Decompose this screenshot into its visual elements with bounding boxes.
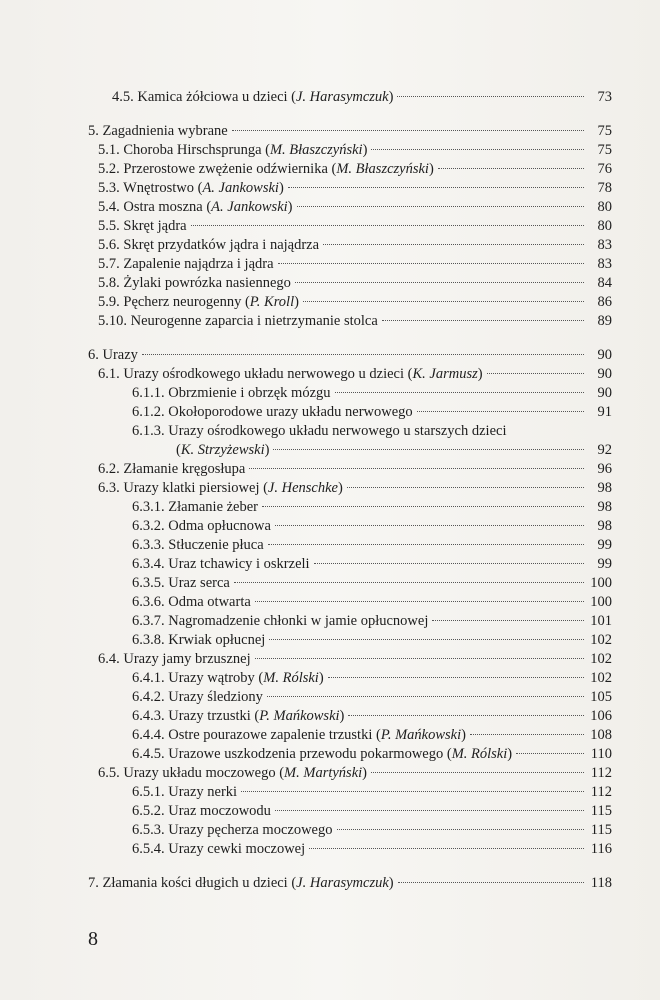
toc-entry-title <box>88 874 394 892</box>
dot-leader <box>348 715 584 716</box>
dot-leader <box>232 130 584 131</box>
toc-entry-label: 5.5. Skręt jądra <box>98 218 187 234</box>
toc-entry-page: 76 <box>597 161 612 177</box>
dot-leader <box>303 301 584 302</box>
toc-entry-close: ) <box>278 180 284 196</box>
toc-entry-title <box>98 217 187 235</box>
dot-leader <box>371 149 584 150</box>
toc-entry-label: 6.4.3. Urazy trzustki ( <box>132 708 260 724</box>
toc-entry-page: 92 <box>597 442 612 458</box>
toc-entry-title <box>132 574 230 592</box>
toc-entry-title <box>132 555 310 573</box>
toc-entry <box>98 460 612 478</box>
toc-entry <box>132 707 612 725</box>
toc-entry-title <box>98 293 299 311</box>
toc-entry-page: 102 <box>590 632 612 648</box>
toc-entry <box>132 612 612 630</box>
toc-entry-page: 80 <box>597 218 612 234</box>
toc-entry-title <box>132 745 512 763</box>
toc-entry-page: 112 <box>590 765 612 781</box>
toc-entry <box>88 346 612 364</box>
toc-entry-label: 7. Złamania kości długich u dzieci ( <box>88 875 297 891</box>
toc-entry-label: 6.3. Urazy klatki piersiowej ( <box>98 480 268 496</box>
toc-entry-label: 4.5. Kamica żółciowa u dzieci ( <box>112 89 296 105</box>
dot-leader <box>328 677 584 678</box>
toc-entry <box>132 783 612 801</box>
toc-entry-title <box>132 403 413 421</box>
toc-entry-page: 98 <box>597 480 612 496</box>
toc-entry-label: 6.5.4. Urazy cewki moczowej <box>132 841 306 857</box>
toc-entry-label: 6.4.1. Urazy wątroby ( <box>132 670 264 686</box>
toc-entry <box>98 236 612 254</box>
dot-leader <box>288 187 584 188</box>
toc-entry-page: 100 <box>590 594 612 610</box>
dot-leader <box>432 620 584 621</box>
toc-entry-label: 6.3.2. Odma opłucnowa <box>132 518 271 534</box>
dot-leader <box>273 449 584 450</box>
toc-entry <box>132 574 612 592</box>
toc-entry-close: ) <box>337 480 343 496</box>
toc-entry <box>112 88 612 106</box>
toc-entry-author: M. Rólski <box>451 746 508 762</box>
toc-entry <box>132 802 612 820</box>
dot-leader <box>323 244 584 245</box>
toc-entry-label: 6.5.3. Urazy pęcherza moczowego <box>132 822 333 838</box>
toc-entry-title <box>132 669 324 687</box>
toc-entry-label: 6.4.2. Urazy śledziony <box>132 689 263 705</box>
toc-entry-page: 105 <box>590 689 612 705</box>
toc-entry-author: A. Jankowski <box>211 199 288 215</box>
toc-entry <box>98 255 612 273</box>
dot-leader <box>255 601 584 602</box>
toc-entry-close: ) <box>388 89 394 105</box>
dot-leader <box>191 225 584 226</box>
toc-entry-title <box>132 536 264 554</box>
toc-entry-label: 6.4. Urazy jamy brzusznej <box>98 651 251 667</box>
toc-entry <box>98 764 612 782</box>
toc-entry-title <box>98 365 483 383</box>
toc-entry-page: 99 <box>597 556 612 572</box>
toc-entry-title <box>132 840 305 858</box>
toc-entry-title <box>132 802 271 820</box>
toc-entry <box>88 874 612 892</box>
toc-entry-author: M. Rólski <box>263 670 319 686</box>
toc-entry-close: ) <box>362 142 368 158</box>
toc-entry-close: ) <box>264 442 270 458</box>
toc-entry-title <box>132 726 466 744</box>
toc-entry-title <box>132 422 506 440</box>
toc-entry-title <box>98 198 293 216</box>
toc-entry-page: 73 <box>597 89 612 105</box>
toc-entry-page: 83 <box>597 237 612 253</box>
toc-entry-page: 86 <box>597 294 612 310</box>
toc-entry-title <box>132 707 344 725</box>
toc-entry-title <box>98 479 343 497</box>
toc-entry-title <box>132 593 251 611</box>
toc-entry-title <box>132 517 271 535</box>
toc-entry-label: 6.3.6. Odma otwarta <box>132 594 251 610</box>
toc-entry-label: 6.1.1. Obrzmienie i obrzęk mózgu <box>132 385 331 401</box>
toc-entry <box>132 403 612 421</box>
toc-entry-author: J. Harasymczuk <box>296 875 389 891</box>
toc-entry <box>132 498 612 516</box>
toc-entry-label: 5.7. Zapalenie najądrza i jądra <box>98 256 274 272</box>
toc-entry-page: 106 <box>590 708 612 724</box>
toc-entry-close: ) <box>428 161 434 177</box>
toc-entry-close: ) <box>477 366 483 382</box>
toc-entry-page: 75 <box>597 123 612 139</box>
toc-entry-page: 96 <box>597 461 612 477</box>
toc-entry <box>132 726 612 744</box>
toc-entry-page: 102 <box>590 651 612 667</box>
dot-leader <box>297 206 584 207</box>
toc-entry <box>98 160 612 178</box>
toc-entry-page: 90 <box>597 347 612 363</box>
toc-entry-label: 5.9. Pęcherz neurogenny ( <box>98 294 250 310</box>
toc-entry-page: 89 <box>597 313 612 329</box>
toc-entry-author: M. Błaszczyński <box>269 142 363 158</box>
toc-entry-label: 6.5. Urazy układu moczowego ( <box>98 765 285 781</box>
toc-entry-title <box>88 122 228 140</box>
toc-entry-close: ) <box>287 199 293 215</box>
toc-entry-label: 5. Zagadnienia wybrane <box>88 123 228 139</box>
toc-entry-close: ) <box>339 708 345 724</box>
toc-entry <box>132 384 612 402</box>
toc-entry-page: 80 <box>597 199 612 215</box>
toc-entry-title <box>132 612 428 630</box>
dot-leader <box>275 810 584 811</box>
toc-entry-page: 100 <box>590 575 612 591</box>
toc-entry-close: ) <box>362 765 367 781</box>
toc-entry-title <box>98 312 378 330</box>
toc-entry <box>132 422 612 440</box>
dot-leader <box>267 696 584 697</box>
toc-entry-label: 6.3.8. Krwiak opłucnej <box>132 632 266 648</box>
toc-entry-title <box>132 498 258 516</box>
toc-entry <box>132 631 612 649</box>
toc-entry-page: 108 <box>590 727 612 743</box>
toc-entry-title <box>132 783 237 801</box>
toc-entry-label: 5.3. Wnętrostwo ( <box>98 180 203 196</box>
dot-leader <box>142 354 584 355</box>
dot-leader <box>397 96 584 97</box>
toc-entry-label: 5.8. Żylaki powrózka nasiennego <box>98 275 291 291</box>
toc-entry-label: 5.2. Przerostowe zwężenie odźwiernika ( <box>98 161 337 177</box>
toc-entry-title <box>98 179 284 197</box>
toc-entry <box>98 198 612 216</box>
toc-entry-author: P. Kroll <box>249 294 295 310</box>
toc-entry-label: 6.3.4. Uraz tchawicy i oskrzeli <box>132 556 310 572</box>
toc-entry-close: ) <box>507 746 513 762</box>
toc-entry-label: 6.2. Złamanie kręgosłupa <box>98 461 246 477</box>
toc-entry <box>98 650 612 668</box>
toc-entry-close: ) <box>318 670 324 686</box>
toc-entry-label: 5.6. Skręt przydatków jądra i najądrza <box>98 237 320 253</box>
dot-leader <box>516 753 584 754</box>
toc-entry-title <box>88 346 138 364</box>
toc-entry-title <box>132 384 331 402</box>
dot-leader <box>382 320 584 321</box>
toc-entry-author: K. Jarmusz <box>412 366 478 382</box>
toc-entry-title <box>112 88 393 106</box>
dot-leader <box>278 263 584 264</box>
toc-entry-page: 118 <box>590 875 612 891</box>
toc-entry <box>98 217 612 235</box>
toc-entry-label: 6.5.1. Urazy nerki <box>132 784 238 800</box>
dot-leader <box>314 563 584 564</box>
toc-entry <box>132 669 612 687</box>
dot-leader <box>371 772 584 773</box>
dot-leader <box>268 544 584 545</box>
toc-entry <box>132 840 612 858</box>
toc-entry-page: 101 <box>590 613 612 629</box>
toc-entry-label: 5.1. Choroba Hirschsprunga ( <box>98 142 270 158</box>
toc-entry-label: 6.4.4. Ostre pourazowe zapalenie trzustki ( <box>132 727 381 743</box>
toc-entry <box>98 141 612 159</box>
toc-entry-label: 6.4.5. Urazowe uszkodzenia przewodu pokarmowego ( <box>132 746 452 762</box>
dot-leader <box>249 468 584 469</box>
toc-entry <box>176 441 612 459</box>
dot-leader <box>255 658 584 659</box>
toc-entry <box>88 122 612 140</box>
page-number: 8 <box>88 928 98 950</box>
toc-entry-page: 115 <box>590 822 612 838</box>
toc-entry <box>132 745 612 763</box>
toc-entry-title <box>132 631 265 649</box>
toc-entry-title <box>132 821 333 839</box>
dot-leader <box>470 734 584 735</box>
dot-leader <box>398 882 584 883</box>
toc-entry <box>132 593 612 611</box>
toc-entry-close: ) <box>388 875 394 891</box>
toc-entry-page: 90 <box>597 385 612 401</box>
dot-leader <box>347 487 584 488</box>
toc-entry-author: M. Martyński <box>284 765 363 781</box>
toc-entry-label: 6.3.1. Złamanie żeber <box>132 499 259 515</box>
toc-entry-page: 84 <box>597 275 612 291</box>
toc-entry-page: 83 <box>597 256 612 272</box>
dot-leader <box>234 582 584 583</box>
toc-entry-close: ) <box>461 727 466 743</box>
toc-entry-title <box>98 160 434 178</box>
toc-entry-page: 98 <box>597 499 612 515</box>
dot-leader <box>309 848 584 849</box>
toc-entry-label: ( <box>176 442 181 458</box>
toc-entry-label: 5.4. Ostra moszna ( <box>98 199 212 215</box>
toc-entry-label: 5.10. Neurogenne zaparcia i nietrzymanie stolca <box>98 313 378 329</box>
toc-entry-title <box>132 688 263 706</box>
toc-entry-title <box>98 236 319 254</box>
toc-entry <box>98 179 612 197</box>
toc-entry-page: 98 <box>597 518 612 534</box>
toc-entry-title <box>98 764 367 782</box>
toc-entry-author: K. Strzyżewski <box>180 442 265 458</box>
dot-leader <box>337 829 585 830</box>
toc-entry-title <box>98 460 245 478</box>
toc-entry <box>132 688 612 706</box>
toc-entry-author: P. Mańkowski <box>380 727 462 743</box>
toc-entry <box>98 479 612 497</box>
toc-entry <box>98 293 612 311</box>
dot-leader <box>262 506 584 507</box>
toc-entry-title <box>176 441 269 459</box>
toc-entry-title <box>98 650 251 668</box>
toc-entry <box>98 312 612 330</box>
toc-entry-author: J. Harasymczuk <box>296 89 389 105</box>
toc-entry-author: J. Henschke <box>267 480 338 496</box>
toc-entry-page: 78 <box>597 180 612 196</box>
toc-entry-label: 6.3.7. Nagromadzenie chłonki w jamie opłucnowej <box>132 613 429 629</box>
toc-entry <box>132 555 612 573</box>
toc-entry-title <box>98 274 291 292</box>
dot-leader <box>275 525 584 526</box>
toc-entry-page: 99 <box>597 537 612 553</box>
dot-leader <box>335 392 584 393</box>
toc-entry-label: 6.3.5. Uraz serca <box>132 575 230 591</box>
dot-leader <box>241 791 584 792</box>
toc-entry-label: 6.3.3. Stłuczenie płuca <box>132 537 264 553</box>
dot-leader <box>438 168 584 169</box>
toc-entry-label: 6.5.2. Uraz moczowodu <box>132 803 271 819</box>
toc-entry-author: M. Błaszczyński <box>336 161 429 177</box>
toc-entry-label: 6.1. Urazy ośrodkowego układu nerwowego u dzieci ( <box>98 366 413 382</box>
dot-leader <box>269 639 584 640</box>
toc-entry-label: 6.1.3. Urazy ośrodkowego układu nerwowego u starszych dzieci <box>132 423 507 439</box>
dot-leader <box>417 411 584 412</box>
toc-entry <box>132 536 612 554</box>
toc-entry-label: 6.1.2. Okołoporodowe urazy układu nerwowego <box>132 404 413 420</box>
toc-entry <box>132 821 612 839</box>
toc-entry-title <box>98 141 367 159</box>
toc-entry-label: 6. Urazy <box>88 347 138 363</box>
toc-entry-page: 75 <box>597 142 612 158</box>
toc-entry-page: 90 <box>597 366 612 382</box>
toc-entry-page: 110 <box>590 746 612 762</box>
toc-entry-page: 112 <box>590 784 612 800</box>
toc-entry-author: P. Mańkowski <box>259 708 340 724</box>
toc-entry <box>98 365 612 383</box>
toc-entry-author: A. Jankowski <box>202 180 279 196</box>
toc-entry-page: 116 <box>590 841 612 857</box>
dot-leader <box>487 373 584 374</box>
toc-entry-close: ) <box>294 294 299 310</box>
toc-entry <box>98 274 612 292</box>
dot-leader <box>295 282 584 283</box>
toc-entry-page: 115 <box>590 803 612 819</box>
toc-entry <box>132 517 612 535</box>
toc-entry-title <box>98 255 274 273</box>
toc-entry-page: 102 <box>590 670 612 686</box>
toc-entry-page: 91 <box>597 404 612 420</box>
